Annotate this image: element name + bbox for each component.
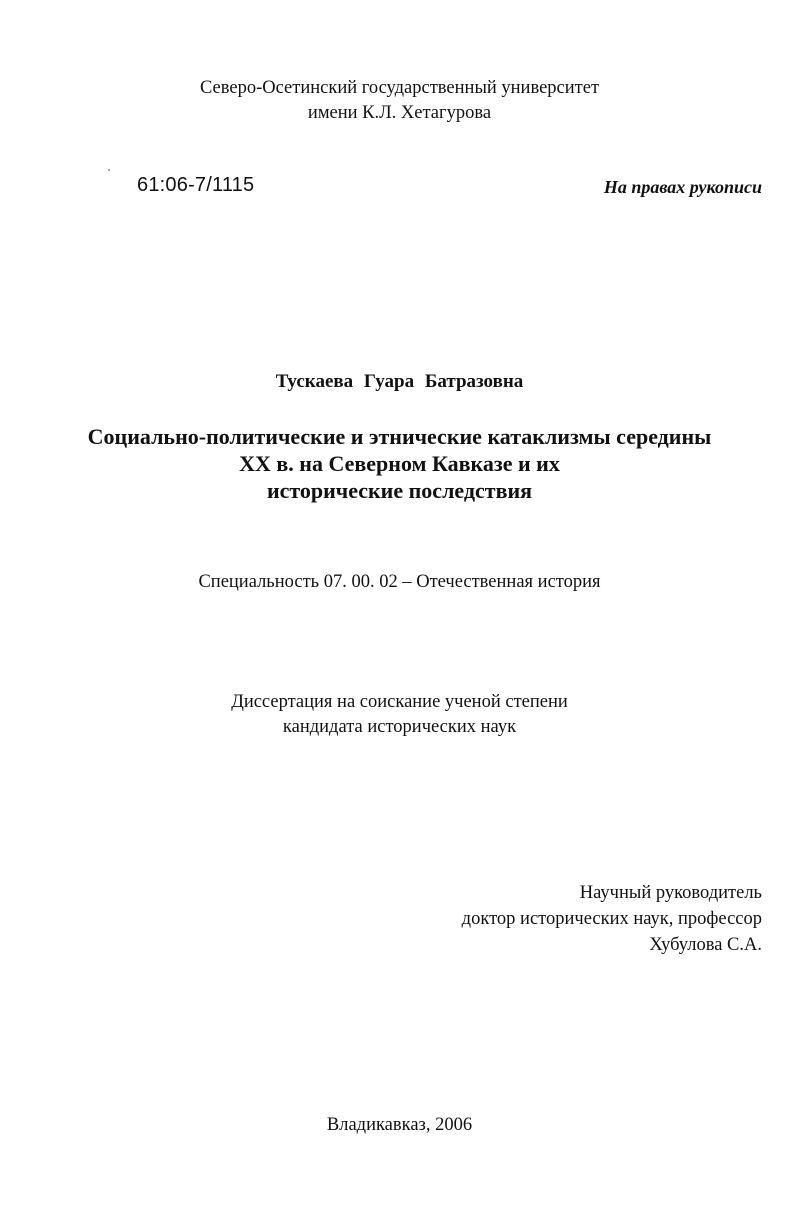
advisor-credentials: доктор исторических наук, профессор [461, 909, 762, 929]
dissertation-title-line-2: XX в. на Северном Кавказе и их [239, 451, 560, 476]
advisor-name: Хубулова С.А. [649, 935, 762, 955]
degree-line-2: кандидата исторических наук [282, 717, 517, 737]
scan-speck [108, 169, 110, 171]
dissertation-title-line-3: исторические последствия [266, 478, 533, 503]
degree-line-1: Диссертация на соискание ученой степени [231, 692, 568, 712]
university-namesake: имени К.Л. Хетагурова [307, 103, 492, 123]
catalog-number: 61:06-7/1115 [137, 174, 255, 196]
place-year: Владикавказ, 2006 [326, 1115, 473, 1135]
dissertation-title-line-1: Социально-политические и этнические катаклизмы середины [87, 424, 712, 449]
specialty: Специальность 07. 00. 02 – Отечественная история [198, 572, 601, 592]
university-name: Северо-Осетинский государственный университет [199, 78, 600, 98]
manuscript-note: На правах рукописи [603, 177, 762, 197]
author-name: Тускаева Гуара Батразовна [275, 371, 524, 392]
advisor-role: Научный руководитель [579, 883, 762, 903]
